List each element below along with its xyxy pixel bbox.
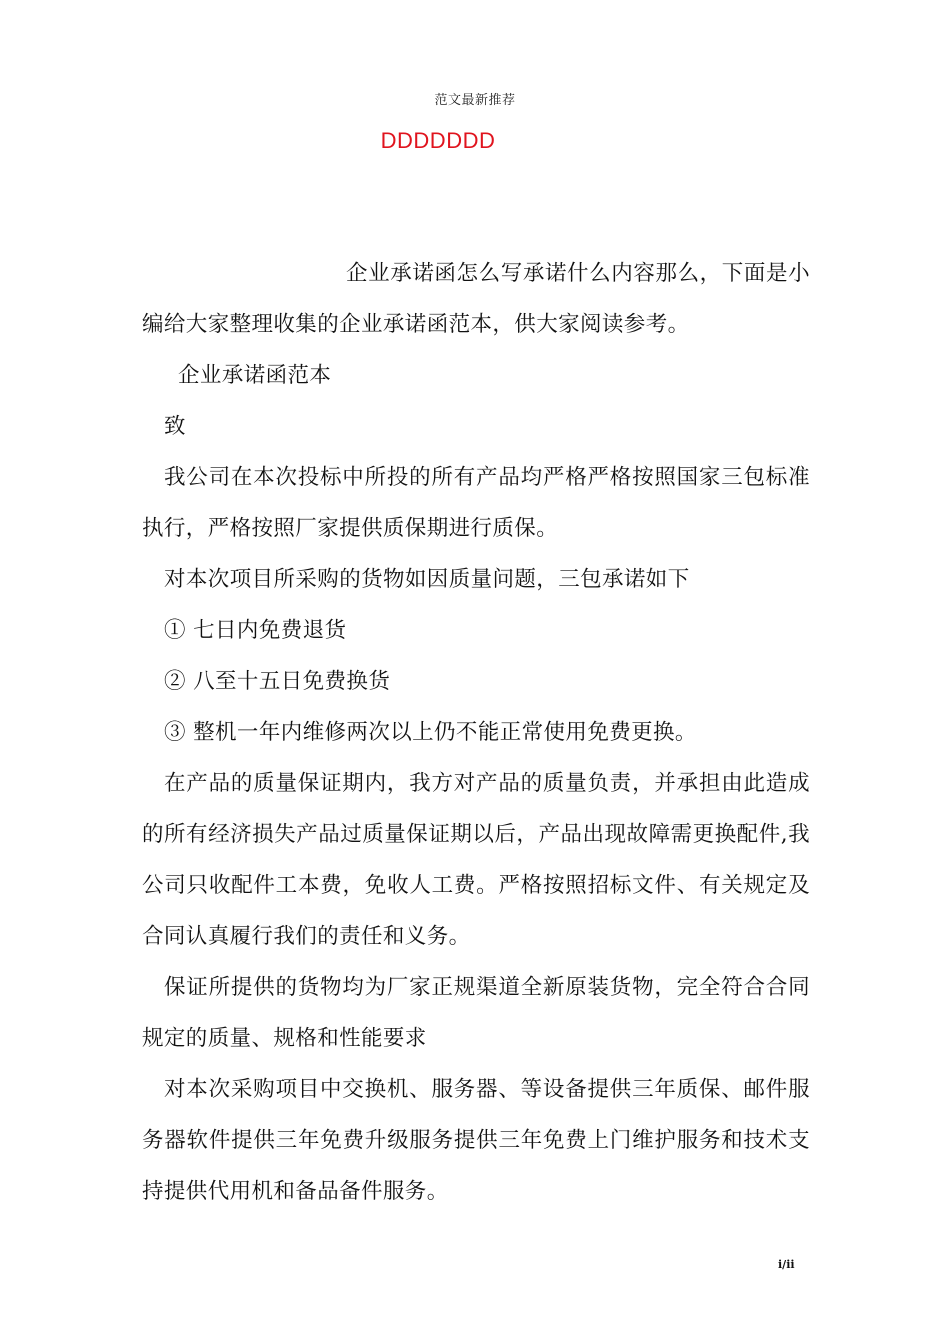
salutation: 致 xyxy=(164,414,186,439)
list-item-3: ③ 整机一年内维修两次以上仍不能正常使用免费更换。 xyxy=(164,720,697,745)
paragraph-4: 保证所提供的货物均为厂家正规渠道全新原装货物，完全符合合同规定的质量、规格和性能要求 xyxy=(142,975,810,1051)
document-body xyxy=(142,248,810,1217)
paragraph-3: 在产品的质量保证期内，我方对产品的质量负责，并承担由此造成的所有经济损失产品过质量保证期以后，产品出现故障需更换配件,我公司只收配件工本费，免收人工费。严格按照招标文件、有关规定及合同认真履行我们的责任和义务。 xyxy=(142,771,810,949)
header-label: 范文最新推荐 xyxy=(434,93,516,108)
paragraph-1: 我公司在本次投标中所投的所有产品均严格严格按照国家三包标准执行，严格按照厂家提供质保期进行质保。 xyxy=(142,465,810,541)
document-red-title: DDDDDDD xyxy=(380,128,496,153)
paragraph-5: 对本次采购项目中交换机、服务器、等设备提供三年质保、邮件服务器软件提供三年免费升级服务提供三年免费上门维护服务和技术支持提供代用机和备品备件服务。 xyxy=(142,1077,810,1204)
paragraph-2: 对本次项目所采购的货物如因质量问题，三包承诺如下 xyxy=(164,567,690,592)
intro-paragraph: 企业承诺函怎么写承诺什么内容那么，下面是小编给大家整理收集的企业承诺函范本，供大家阅读参考。 xyxy=(142,261,810,337)
list-item-1: ① 七日内免费退货 xyxy=(164,618,347,643)
page-number: i/ii xyxy=(778,1258,795,1271)
list-item-2: ② 八至十五日免费换货 xyxy=(164,669,391,694)
section-title: 企业承诺函范本 xyxy=(178,363,332,388)
